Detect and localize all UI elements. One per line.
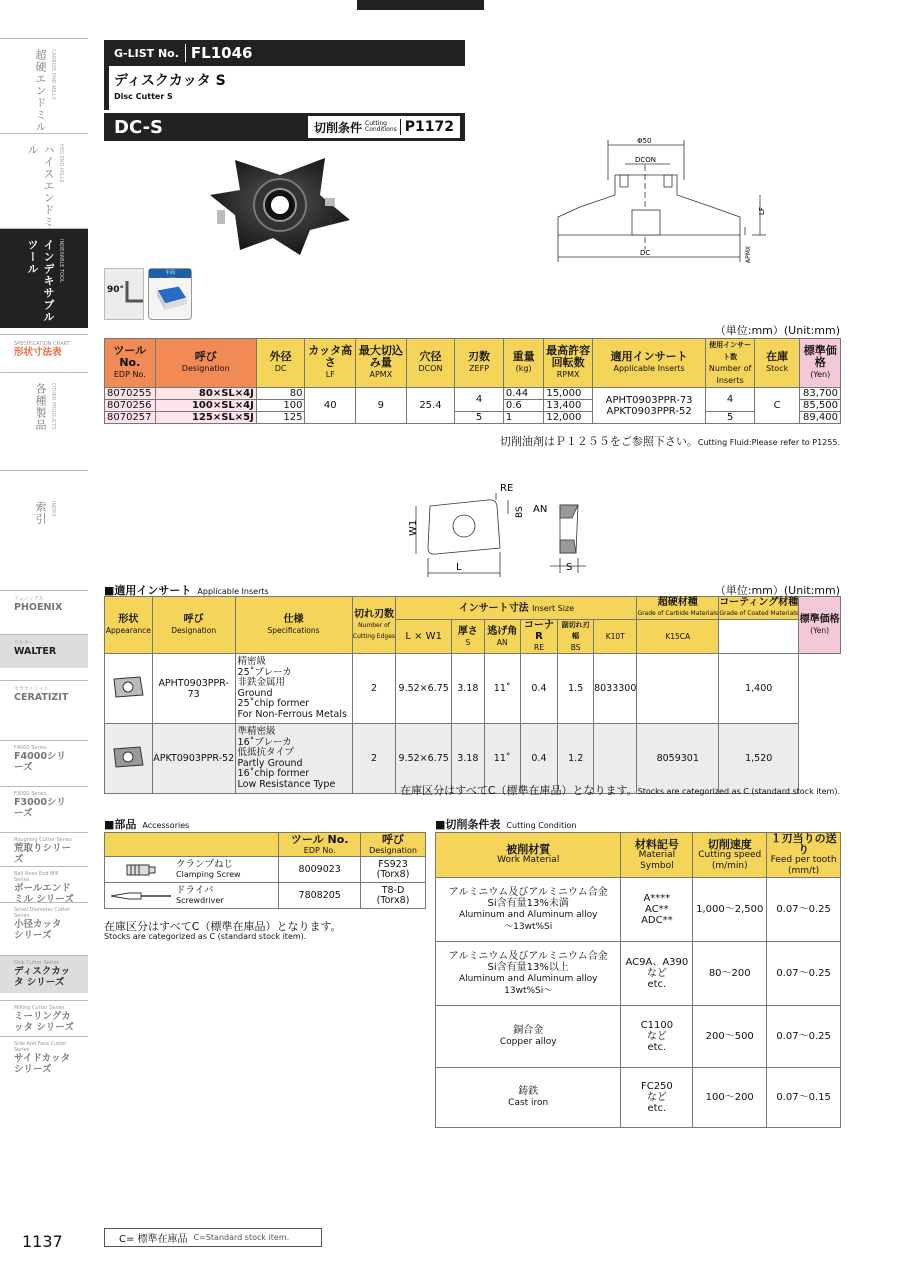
- table-cell: 13,400: [544, 400, 593, 412]
- table-cell: 8070257: [105, 412, 156, 424]
- table-cell: 85,500: [800, 400, 841, 412]
- table-cell: 0.4: [520, 724, 558, 794]
- sidebar-sublabel: F3000 Series: [14, 791, 47, 797]
- table-cell: C1100 など etc.: [621, 1006, 693, 1068]
- glist-bar: [104, 40, 465, 66]
- table-row: [105, 654, 841, 724]
- svg-text:AN: AN: [533, 504, 548, 515]
- table-row: [436, 1068, 841, 1128]
- table-row: [436, 1006, 841, 1068]
- sidebar-sublabel: INDEX: [50, 501, 56, 517]
- table-cell: 精密級 25˚ブレーカ 非鉄金属用 Ground 25˚chip former For Non-Ferrous Metals: [235, 654, 352, 724]
- sidebar-series-ball-nose[interactable]: [0, 866, 88, 905]
- table-cell: A**** AC** ADC**: [621, 878, 693, 942]
- col-apmx: 最大切込み量 APMX: [356, 339, 407, 388]
- table-cell: アルミニウム及びアルミニウム合金 Si含有量13%以上 Aluminum and Aluminum alloy 13wt%Si〜: [436, 942, 621, 1006]
- col-weight: 重量 (kg): [503, 339, 543, 388]
- cond-label: 切削条件: [313, 120, 362, 135]
- col-insert-size: インサート寸法 Insert Size: [396, 597, 637, 620]
- table-row: [105, 857, 426, 883]
- table-cell: 準精密級 16˚ブレーカ 低抵抗タイプ Partly Ground 16˚chip former Low Resistance Type: [235, 724, 352, 794]
- table-cell: 80: [256, 388, 305, 400]
- sidebar-sublabel: Milling Cutter Series: [14, 1005, 65, 1011]
- table-cell: 9.52×6.75: [396, 724, 452, 794]
- fluid-note: 切削油剤はＰ１２５５をご参照下さい。Cutting Fluid:Please refer to P1255.: [499, 435, 840, 448]
- table-cell: 1,400: [719, 654, 799, 724]
- col-stock: 在庫 Stock: [754, 339, 800, 388]
- sidebar-label: サイドカッタ シリーズ: [14, 1053, 70, 1075]
- sidebar-label: ミーリングカッタ シリーズ: [14, 1011, 74, 1033]
- table-cell: 9: [356, 388, 407, 424]
- sidebar-label: 荒取りシリーズ: [14, 843, 72, 865]
- table-cell: AC9A、A390 など etc.: [621, 942, 693, 1006]
- table-cell: 0.07〜0.25: [767, 942, 841, 1006]
- table-header-cell: コーナ R RE: [520, 620, 558, 654]
- table-cell: 1: [503, 412, 543, 424]
- sidebar-brand-ceratizit[interactable]: [0, 680, 88, 714]
- table-cell: 8059301: [637, 724, 719, 794]
- sidebar-label: インデキサブルツール: [26, 239, 55, 323]
- table-cell: 7808205: [279, 883, 361, 909]
- table-cell: 12,000: [544, 412, 593, 424]
- svg-text:L: L: [456, 562, 462, 573]
- col-lf: カッタ高さ LF: [305, 339, 356, 388]
- sidebar-sublabel: HSS END MILLS: [58, 144, 64, 183]
- table-cell: 3.18: [451, 724, 484, 794]
- sidebar-series-milling[interactable]: [0, 1000, 88, 1034]
- svg-text:LF: LF: [758, 207, 766, 215]
- page-subtitle: Disc Cutter S: [114, 92, 173, 101]
- cond-page: P1172: [400, 119, 454, 135]
- insert-apht-icon: [110, 675, 146, 699]
- glist-number: FL1046: [185, 44, 253, 62]
- table-row: [105, 883, 426, 909]
- table-header-cell: L × W1: [396, 620, 452, 654]
- svg-text:APMX: APMX: [745, 245, 752, 263]
- product-code: DC-S: [114, 116, 163, 138]
- col-spec: 仕様 Specifications: [235, 597, 352, 654]
- table-header-cell: 被削材質 Work Material: [436, 833, 621, 878]
- table-cell: 100: [256, 400, 305, 412]
- sidebar-label: 索引: [34, 501, 47, 525]
- sidebar-item-other-products[interactable]: [0, 372, 88, 470]
- table-cell: 11˚: [484, 724, 520, 794]
- insert-apkt-icon: [110, 745, 146, 769]
- sidebar-label: WALTER: [14, 646, 57, 657]
- sidebar-sublabel: フェニックス: [14, 596, 44, 602]
- top-tab-bar: [357, 0, 484, 10]
- table-cell: 100〜200: [693, 1068, 767, 1128]
- col-rpmx: 最高許容回転数 RPMX: [544, 339, 593, 388]
- col-edp: ツール No. EDP No.: [105, 339, 156, 388]
- page-number: 1137: [22, 1232, 63, 1251]
- table-cell: 4: [455, 388, 504, 412]
- svg-text:DCON: DCON: [635, 156, 657, 164]
- table-row: [105, 412, 841, 424]
- table-cell: 25.4: [406, 388, 455, 424]
- table-cell: 9.52×6.75: [396, 654, 452, 724]
- table-cell: 80〜200: [693, 942, 767, 1006]
- table-cell: FC250 など etc.: [621, 1068, 693, 1128]
- table-header-cell: 副切れ刃幅 BS: [558, 620, 594, 654]
- table-cell: 0.44: [503, 388, 543, 400]
- sidebar-label: ディスクカッタ シリーズ: [14, 966, 71, 988]
- table-header-cell: 逃げ角 AN: [484, 620, 520, 654]
- sidebar-item-hss-end-mills[interactable]: [0, 133, 88, 228]
- sidebar-series-small-diameter[interactable]: [0, 902, 88, 952]
- sidebar-item-carbide-end-mills[interactable]: [0, 38, 88, 133]
- table-cell: APHT0903PPR-73: [152, 654, 235, 724]
- table-header-cell: K15CA: [637, 620, 719, 654]
- table-cell: C: [754, 388, 800, 424]
- table-header-cell: 切削速度 Cutting speed (m/min): [693, 833, 767, 878]
- table-cell: 8070255: [105, 388, 156, 400]
- table-cell: [637, 654, 719, 724]
- table-cell: APKT0903PPR-52: [152, 724, 235, 794]
- conditions-title: ■切削条件表 Cutting Condition: [435, 818, 577, 831]
- table-cell: ドライバ Screwdriver: [105, 883, 279, 909]
- col-dc: 外径 DC: [256, 339, 305, 388]
- table-cell: 40: [305, 388, 356, 424]
- sidebar-sublabel: Side And Face Cutter Series: [14, 1041, 67, 1053]
- sidebar-label: 形状寸法表: [14, 347, 62, 358]
- sidebar-series-roughing[interactable]: [0, 832, 88, 864]
- angle-label: 90°: [107, 285, 125, 295]
- table-cell: 8070256: [105, 400, 156, 412]
- sidebar-sublabel: ワルター: [14, 640, 34, 646]
- col-coated: コーティング材種 Grade of Coated Materials: [719, 597, 799, 620]
- col-ins-des: 呼び Designation: [152, 597, 235, 654]
- sidebar-sublabel: CARBIDE END MILLS: [50, 49, 56, 100]
- sidebar-brand-phoenix[interactable]: [0, 590, 88, 624]
- product-code-bar: [104, 113, 465, 141]
- sidebar-sublabel: Ball Nose End Mill Series: [14, 871, 59, 883]
- sidebar-series-disk-cutter[interactable]: [0, 955, 88, 993]
- table-cell: 3.18: [451, 654, 484, 724]
- table-cell: 5: [455, 412, 504, 424]
- table-row: [105, 388, 841, 400]
- sidebar-brand-f4000[interactable]: [0, 740, 88, 774]
- table-header-cell: 呼び Designation: [361, 833, 426, 857]
- table-cell: 125×SL×5J: [155, 412, 256, 424]
- col-inserts: 適用インサート Applicable Inserts: [592, 339, 705, 388]
- table-header-cell: 材料記号 Material Symbol: [621, 833, 693, 878]
- table-cell: 5: [706, 412, 755, 424]
- sidebar-item-indexable-tool[interactable]: [0, 228, 88, 328]
- table-cell: 0.07〜0.15: [767, 1068, 841, 1128]
- cutting-conditions-ref[interactable]: [308, 116, 460, 138]
- sidebar-sublabel: F4000 Series: [14, 745, 47, 751]
- table-header-cell: 厚さ S: [451, 620, 484, 654]
- table-cell: 8009023: [279, 857, 361, 883]
- svg-text:BS: BS: [515, 506, 525, 518]
- sidebar-label: 小径カッタ シリーズ: [14, 919, 62, 941]
- cutting-conditions-table: [435, 832, 841, 1128]
- table-cell: 0.07〜0.25: [767, 878, 841, 942]
- sidebar-label: CERATIZIT: [14, 692, 69, 703]
- col-num-inserts: 使用インサート数 Number of Inserts: [706, 339, 755, 388]
- table-cell: 100×SL×4J: [155, 400, 256, 412]
- table-cell: 89,400: [800, 412, 841, 424]
- sidebar-sublabel: Small Diameter Cutter Series: [14, 907, 71, 919]
- table-header-cell: ツール No. EDP No.: [279, 833, 361, 857]
- table-cell: 1,000〜2,500: [693, 878, 767, 942]
- sidebar-item-index[interactable]: [0, 470, 88, 575]
- sidebar-brand-walter[interactable]: [0, 634, 88, 668]
- table-cell: 83,700: [800, 388, 841, 400]
- page-title: ディスクカッタ S: [114, 73, 226, 89]
- sidebar-sublabel: OTHER PRODUCTS: [50, 383, 56, 430]
- table-row: [436, 942, 841, 1006]
- glist-label: G-LIST No.: [114, 46, 179, 60]
- table-cell: 0.07〜0.25: [767, 1006, 841, 1068]
- table-cell: 11˚: [484, 654, 520, 724]
- svg-text:Φ50: Φ50: [637, 137, 652, 145]
- table-cell: 200〜500: [693, 1006, 767, 1068]
- table-cell: [105, 654, 153, 724]
- svg-text:RE: RE: [500, 483, 514, 494]
- table-cell: 鋳鉄 Cast iron: [436, 1068, 621, 1128]
- sidebar-label: ボールエンドミル シリーズ: [14, 883, 74, 905]
- table-cell: 0.6: [503, 400, 543, 412]
- accessories-title: ■部品 Accessories: [104, 818, 190, 831]
- stock-legend: C= 標準在庫品 C=Standard stock item.: [104, 1228, 322, 1247]
- col-edges: 切れ刃数 Number of Cutting Edges: [352, 597, 396, 654]
- col-dcon: 穴径 DCON: [406, 339, 455, 388]
- table-cell: 1,520: [719, 724, 799, 794]
- sidebar-label: F4000シリーズ: [14, 751, 66, 773]
- sidebar-sublabel: Roughing Cutter Series: [14, 837, 72, 843]
- sidebar-sublabel: SPECIFICATION CHART: [14, 341, 70, 347]
- table-cell: 4: [706, 388, 755, 412]
- table-header-cell: [105, 833, 279, 857]
- unit-note-2: （単位:mm）(Unit:mm): [714, 584, 840, 597]
- accessories-note: 在庫区分はすべてC（標準在庫品）となります。: [104, 920, 342, 933]
- sidebar-label: PHOENIX: [14, 602, 63, 613]
- angle-icon: [104, 268, 144, 320]
- insert-dimension-drawing: [400, 478, 600, 578]
- sidebar-item-spec-chart[interactable]: [0, 334, 88, 372]
- table-cell: 2: [352, 724, 396, 794]
- col-price: 標準価格 (Yen): [800, 339, 841, 388]
- table-cell: APHT0903PPR-73 APKT0903PPR-52: [592, 388, 705, 424]
- table-cell: 80×SL×4J: [155, 388, 256, 400]
- table-header-cell: K10T: [594, 620, 637, 654]
- title-accent: [104, 66, 109, 110]
- accessories-table: [104, 832, 426, 909]
- sidebar-sublabel: Disk Cutter Series: [14, 960, 60, 966]
- table-cell: クランプねじ Clamping Screw: [105, 857, 279, 883]
- sidebar-sublabel: セラティジット: [14, 686, 49, 692]
- sidebar-label: 超硬エンドミル: [34, 49, 47, 133]
- col-shape: 形状 Appearance: [105, 597, 153, 654]
- insert-section-title: ■適用インサート Applicable Inserts: [104, 584, 269, 597]
- cond-en: Cutting Conditions: [365, 120, 397, 133]
- table-row: [436, 878, 841, 942]
- stock-note: 在庫区分はすべてC（標準在庫品）となります。Stocks are categorized as C (standard stock item).: [400, 784, 840, 797]
- table-cell: 125: [256, 412, 305, 424]
- sidebar-sublabel: INDEXABLE TOOL: [58, 239, 64, 283]
- cutter-spec-table: [104, 338, 841, 424]
- table-cell: 8033300: [594, 654, 637, 724]
- table-cell: 0.4: [520, 654, 558, 724]
- col-designation: 呼び Designation: [155, 339, 256, 388]
- col-ins-price: 標準価格 (Yen): [799, 597, 841, 654]
- face-milling-icon: 平面 Face Milling: [148, 268, 192, 320]
- table-cell: アルミニウム及びアルミニウム合金 Si含有量13%未満 Aluminum and Aluminum alloy 〜13wt%Si: [436, 878, 621, 942]
- svg-text:S: S: [566, 562, 573, 573]
- cutter-dimension-drawing: [540, 135, 780, 265]
- sidebar-label: ハイスエンドミル: [26, 144, 55, 228]
- sidebar-brand-f3000[interactable]: [0, 786, 88, 820]
- svg-text:W1: W1: [408, 519, 419, 536]
- unit-note: （単位:mm）(Unit:mm): [714, 324, 840, 337]
- table-cell: [105, 724, 153, 794]
- screw-icon: [109, 861, 173, 879]
- screwdriver-icon: [109, 887, 173, 905]
- sidebar-series-side-face[interactable]: [0, 1036, 88, 1082]
- svg-text:DC: DC: [640, 249, 651, 257]
- table-header-cell: １刃当りの送り Feed per tooth (mm/t): [767, 833, 841, 878]
- col-carbide: 超硬材種 Grade of Carbide Materials: [637, 597, 719, 620]
- accessories-note-en: Stocks are categorized as C (standard stock item).: [104, 932, 307, 941]
- sidebar-label: F3000シリーズ: [14, 797, 66, 819]
- table-cell: 銅合金 Copper alloy: [436, 1006, 621, 1068]
- table-cell: 1.2: [558, 724, 594, 794]
- sidebar-label: 各種製品: [34, 383, 47, 431]
- table-cell: T8-D (Torx8): [361, 883, 426, 909]
- col-zefp: 刃数 ZEFP: [455, 339, 504, 388]
- table-cell: 15,000: [544, 388, 593, 400]
- table-cell: FS923 (Torx8): [361, 857, 426, 883]
- table-cell: 1.5: [558, 654, 594, 724]
- table-cell: 2: [352, 654, 396, 724]
- cutter-image: [205, 150, 355, 260]
- insert-table: [104, 596, 841, 794]
